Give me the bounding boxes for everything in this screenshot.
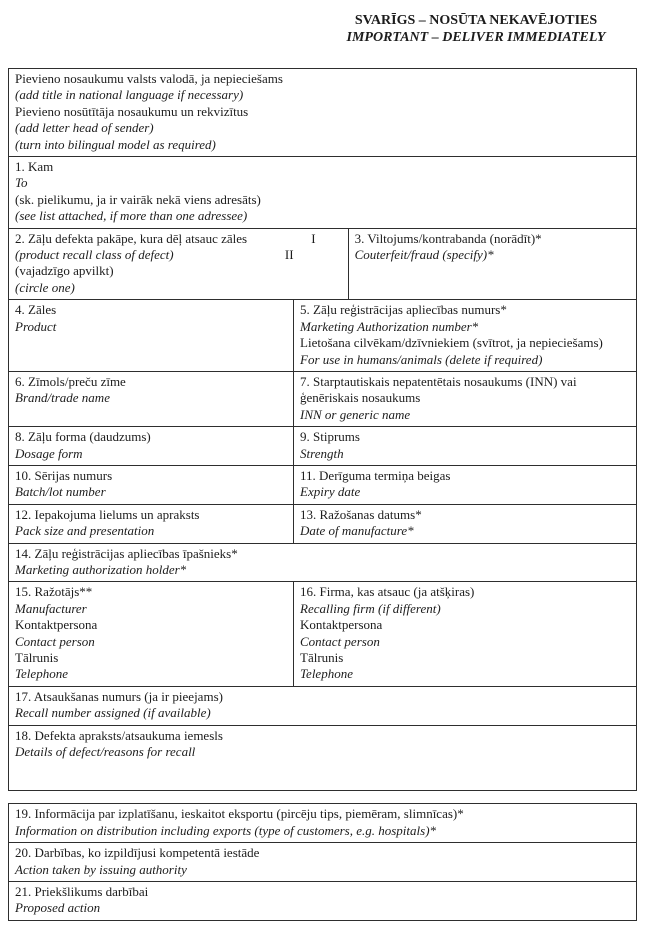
field-1-cell: [9, 157, 636, 228]
field-7-cell: [293, 372, 636, 426]
field-12-cell: [9, 505, 293, 543]
field-14-label-en: Marketing authorization holder*: [15, 561, 187, 577]
field-15-label-en: Manufacturer: [15, 600, 87, 616]
field-16-cell: [293, 582, 636, 685]
field-9-cell: [293, 427, 636, 465]
field-2-label-lv: 2. Zāļu defekta pakāpe, kura dēļ atsauc zāles: [15, 230, 248, 246]
field-15-phone-en: Telephone: [15, 666, 68, 682]
field-2-line-2: [15, 247, 340, 263]
row-intro: [9, 69, 636, 156]
field-11-label-lv: 11. Derīguma termiņa beigas: [300, 467, 451, 483]
field-18-cell: [9, 726, 636, 791]
field-20-label-en: Action taken by issuing authority: [15, 861, 187, 877]
field-19-label-en: Information on distribution including exports (type of customers, e.g. hospitals)*: [15, 822, 437, 838]
field-5-label-lv: 5. Zāļu reģistrācijas apliecības numurs*: [300, 302, 507, 318]
field-9-label-lv: 9. Stiprums: [300, 429, 360, 445]
field-13-cell: [293, 505, 636, 543]
recall-class-option-II: II: [284, 247, 294, 263]
field-12-label-en: Pack size and presentation: [15, 523, 155, 539]
row-field-21: [9, 881, 636, 920]
field-17-label-lv: 17. Atsaukšanas numurs (ja ir pieejams): [15, 688, 223, 704]
field-2-line-1: [15, 231, 340, 247]
field-10-label-lv: 10. Sērijas numurs: [15, 467, 113, 483]
field-5-cell: [293, 300, 636, 371]
field-15-cell: [9, 582, 293, 685]
field-16-phone-lv: Tālrunis: [300, 650, 344, 665]
intro-line-1: Pievieno nosaukumu valsts valodā, ja nepieciešams: [15, 71, 283, 86]
field-19-cell: [9, 804, 636, 842]
row-fields-12-13: [9, 504, 636, 543]
field-5-extra-lv: Lietošana cilvēkam/dzīvniekiem (svītrot, ja nepieciešams): [300, 335, 603, 351]
field-19-label-lv: 19. Informācija par izplatīšanu, ieskaitot eksportu (pircēju tips, piemēram, slimnīcas)*: [15, 806, 464, 822]
intro-line-4: (add letter head of sender): [15, 120, 154, 136]
field-6-label-lv: 6. Zīmols/preču zīme: [15, 373, 126, 389]
intro-cell: [9, 69, 636, 156]
intro-line-2: (add title in national language if necessary): [15, 87, 244, 103]
field-15-contact-lv: Kontaktpersona: [15, 617, 98, 633]
field-14-cell: [9, 544, 636, 582]
field-18-label-lv: 18. Defekta apraksts/atsaukuma iemesls: [15, 727, 223, 743]
document-title: [321, 12, 631, 46]
field-10-cell: [9, 466, 293, 504]
doc-title-lv: SVARĪGS – NOSŪTA NEKAVĒJOTIES: [354, 13, 598, 28]
field-17-cell: [9, 687, 636, 725]
field-16-contact-lv: Kontaktpersona: [300, 617, 383, 633]
row-fields-2-3: [9, 228, 636, 300]
field-1-label-lv: 1. Kam: [15, 159, 54, 175]
field-4-cell: [9, 300, 293, 371]
field-14-label-lv: 14. Zāļu reģistrācijas apliecības īpašnieks*: [15, 545, 238, 561]
row-fields-8-9: [9, 426, 636, 465]
field-7-label-lv: 7. Starptautiskais nepatentētais nosaukums (INN) vai ģenēriskais nosaukums: [300, 373, 577, 406]
field-21-label-en: Proposed action: [15, 900, 101, 916]
field-5-extra-en: For use in humans/animals (delete if required): [300, 351, 543, 367]
field-17-label-en: Recall number assigned (if available): [15, 705, 211, 721]
field-15-contact-en: Contact person: [15, 633, 95, 649]
form-table-main: [8, 68, 637, 791]
field-18-label-en: Details of defect/reasons for recall: [15, 744, 196, 760]
field-15-phone-lv: Tālrunis: [15, 650, 59, 665]
field-16-label-lv: 16. Firma, kas atsauc (ja atšķiras): [300, 584, 475, 600]
field-6-cell: [9, 372, 293, 426]
field-5-label-en: Marketing Authorization number*: [300, 318, 479, 334]
row-field-19: [9, 804, 636, 842]
doc-title-en: IMPORTANT – DELIVER IMMEDIATELY: [346, 30, 606, 45]
field-15-label-lv: 15. Ražotājs**: [15, 584, 93, 600]
field-2-cell: [9, 229, 348, 300]
field-8-cell: [9, 427, 293, 465]
field-2-note-lv: (vajadzīgo apvilkt): [15, 263, 114, 279]
row-field-18: [9, 725, 636, 791]
field-8-label-en: Dosage form: [15, 445, 83, 461]
field-4-label-en: Product: [15, 318, 57, 334]
field-3-label-lv: 3. Viltojums/kontrabanda (norādīt)*: [354, 230, 542, 246]
recall-class-option-I: I: [311, 230, 316, 246]
row-fields-4-5: [9, 299, 636, 371]
intro-line-3: Pievieno nosūtītāja nosaukumu un rekvizītus: [15, 103, 249, 119]
form-table-secondary: [8, 803, 637, 920]
field-2-note-en: (circle one): [15, 279, 75, 295]
field-1-note-en: (see list attached, if more than one adressee): [15, 208, 248, 224]
row-fields-6-7: [9, 371, 636, 426]
field-20-cell: [9, 843, 636, 881]
field-21-cell: [9, 882, 636, 920]
row-field-14: [9, 543, 636, 582]
intro-line-5: (turn into bilingual model as required): [15, 136, 216, 152]
field-3-cell: [348, 229, 636, 300]
row-field-20: [9, 842, 636, 881]
row-field-1: [9, 156, 636, 228]
field-6-label-en: Brand/trade name: [15, 390, 110, 406]
field-10-label-en: Batch/lot number: [15, 484, 106, 500]
field-7-label-en: INN or generic name: [300, 406, 411, 422]
field-16-label-en: Recalling firm (if different): [300, 600, 441, 616]
field-4-label-lv: 4. Zāles: [15, 302, 57, 318]
field-11-cell: [293, 466, 636, 504]
field-2-label-en: (product recall class of defect): [15, 247, 174, 263]
field-9-label-en: Strength: [300, 445, 344, 461]
field-12-label-lv: 12. Iepakojuma lielums un apraksts: [15, 506, 200, 522]
field-1-label-en: To: [15, 175, 28, 191]
field-13-label-lv: 13. Ražošanas datums*: [300, 506, 422, 522]
row-field-17: [9, 686, 636, 725]
row-fields-10-11: [9, 465, 636, 504]
field-1-note-lv: (sk. pielikumu, ja ir vairāk nekā viens adresāts): [15, 191, 261, 207]
row-fields-15-16: [9, 581, 636, 685]
field-13-label-en: Date of manufacture*: [300, 523, 414, 539]
field-21-label-lv: 21. Priekšlikums darbībai: [15, 884, 149, 900]
field-20-label-lv: 20. Darbības, ko izpildījusi kompetentā iestāde: [15, 845, 260, 861]
field-16-contact-en: Contact person: [300, 633, 380, 649]
field-16-phone-en: Telephone: [300, 666, 353, 682]
field-8-label-lv: 8. Zāļu forma (daudzums): [15, 429, 151, 445]
field-3-label-en: Couterfeit/fraud (specify)*: [354, 247, 494, 263]
field-11-label-en: Expiry date: [300, 484, 361, 500]
